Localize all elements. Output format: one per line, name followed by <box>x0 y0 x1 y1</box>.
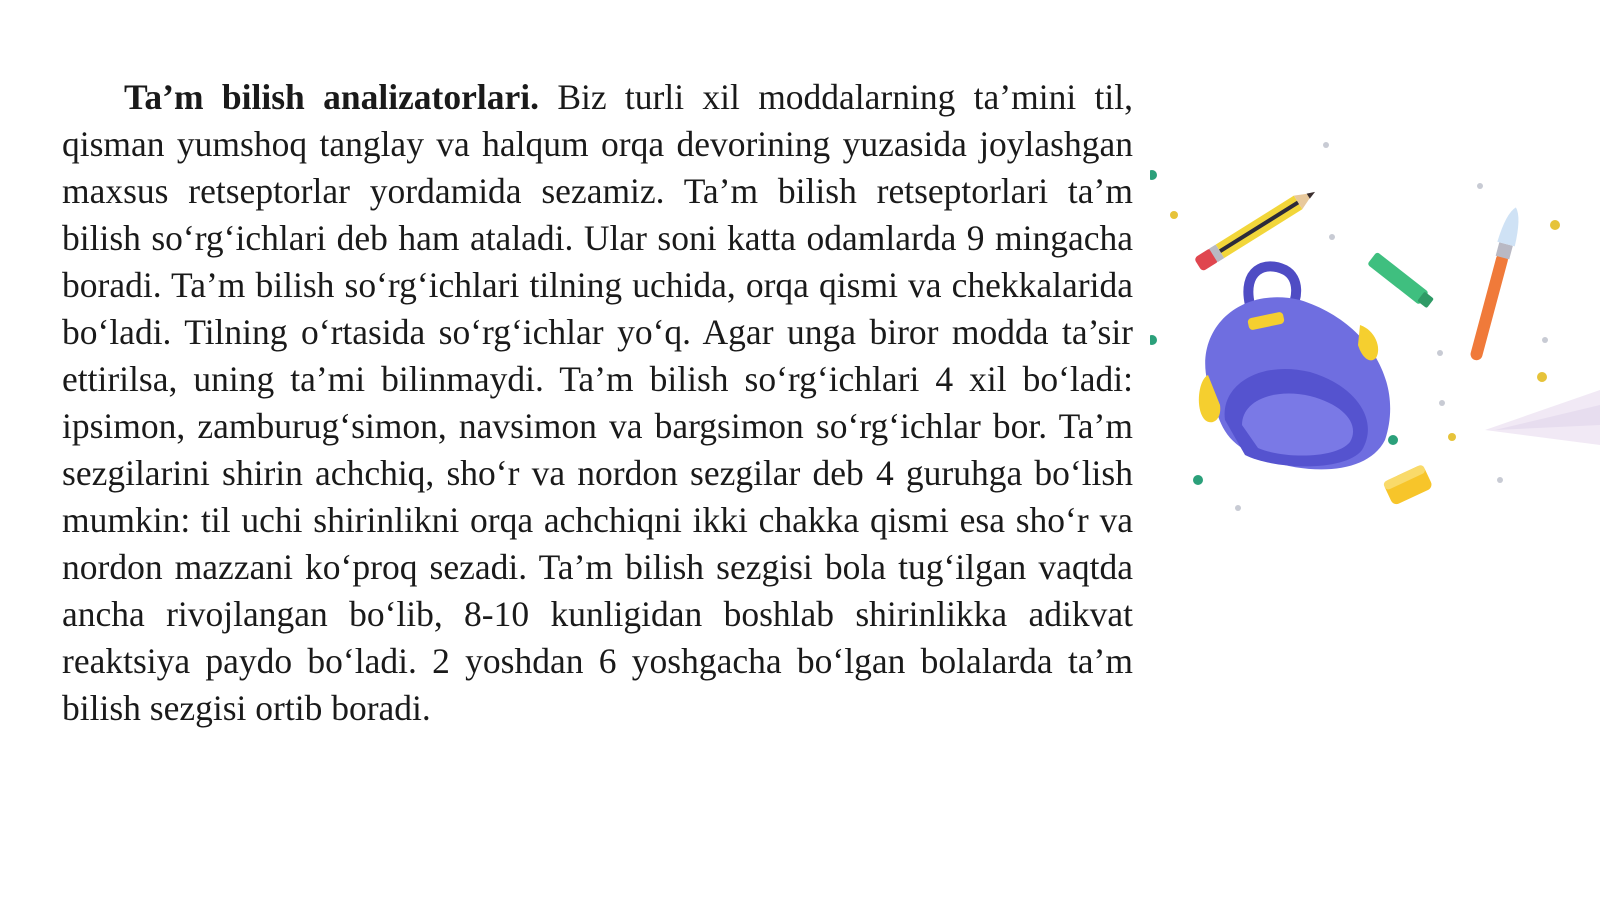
marker-icon <box>1367 252 1435 310</box>
paragraph-heading: Ta’m bilish analizatorlari. <box>124 77 539 117</box>
eraser-icon <box>1383 464 1434 506</box>
paper-plane-icon <box>1485 390 1600 445</box>
text-block <box>62 74 1133 732</box>
backpack-icon <box>1199 266 1390 469</box>
paintbrush-icon <box>1466 205 1524 362</box>
pencil-icon <box>1194 185 1320 272</box>
paragraph <box>62 74 1133 732</box>
school-supplies-illustration <box>1150 120 1600 540</box>
paragraph-body: Biz turli xil moddalarning ta’mini til, qisman yumshoq tanglay va halqum orqa devorining yuzasida joylashgan maxsus retseptorlar yordamida sezamiz. Ta’m bilish retseptorlari ta’m bilish so‘rg‘ichlari deb ham ataladi. Ular soni katta odamlarda 9 mingacha boradi. Ta’m bilish so‘rg‘ichlari tilning uchida, orqa qismi va chekkalarida bo‘ladi. Tilning o‘rtasida so‘rg‘ichlar yo‘q. Agar unga biror modda ta’sir ettirilsa, uning ta’mi bilinmaydi. Ta’m bilish so‘rg‘ichlari 4 xil bo‘ladi: ipsimon, zamburug‘simon, navsimon va bargsimon so‘rg‘ichlar bor. Ta’m sezgilarini shirin achchiq, sho‘r va nordon sezgilar deb 4 guruhga bo‘lish mumkin: til uchi shirinlikni orqa achchiqni ikki chakka qismi esa sho‘r va nordon mazzani ko‘proq sezadi. Ta’m bilish sezgisi bola tug‘ilgan vaqtda ancha rivojlangan bo‘lib, 8-10 kunligidan boshlab shirinlikka adikvat reaktsiya paydo bo‘ladi. 2 yoshdan 6 yoshgacha bo‘lgan bolalarda ta’m bilish sezgisi ortib boradi. <box>62 77 1133 728</box>
